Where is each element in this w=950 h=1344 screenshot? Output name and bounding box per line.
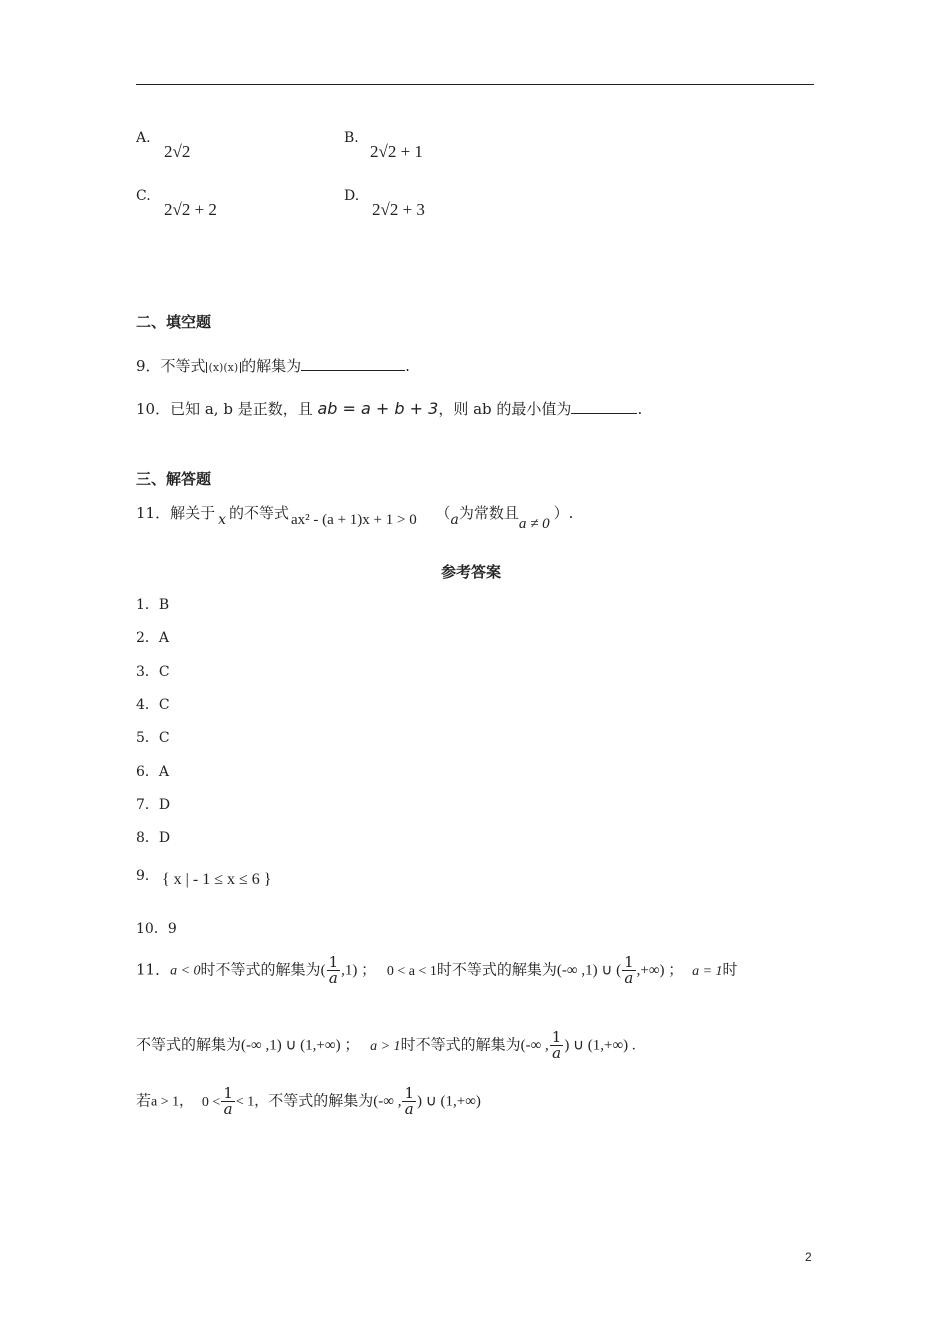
q11-end: ）. xyxy=(553,504,574,522)
a11-l2-set-1: (-∞ ,1) ∪ (1,+∞) ； xyxy=(241,1037,360,1054)
a11-l3-cond-1: a > 1， xyxy=(151,1094,194,1110)
answer-11-line-1 xyxy=(136,955,738,986)
answer-6: 6．A xyxy=(136,764,170,780)
q10-prefix: 10．已知 a, b 是正数，且 xyxy=(136,400,313,418)
option-d-label: D. xyxy=(344,188,360,204)
option-b-expr: 2√2 + 1 xyxy=(370,142,423,161)
option-a-label: A. xyxy=(136,130,151,146)
answer-8: 8．D xyxy=(136,830,171,846)
frac-den: a xyxy=(624,969,634,987)
question-9 xyxy=(136,355,410,376)
answer-9-label: 9． xyxy=(136,868,159,884)
a11-l3-cond-2b: < 1， xyxy=(235,1094,269,1110)
q11-mid: 的不等式 xyxy=(229,504,290,522)
q9-end: . xyxy=(405,357,410,375)
a11-prefix: 11． xyxy=(136,960,171,979)
a11-set-2b: ,+∞) ； xyxy=(636,962,684,979)
answer-11-line-3 xyxy=(136,1086,481,1117)
answer-1: 1．B xyxy=(136,597,170,613)
q9-prefix: 9．不等式 xyxy=(136,357,206,375)
a11-l3-frac-2 xyxy=(402,1086,416,1117)
a11-set-1a: ( xyxy=(320,962,326,979)
q10-expr: ab = a + b + 3 xyxy=(317,399,439,418)
a11-l2-frac xyxy=(550,1030,564,1061)
a11-text-2: 时不等式的解集为 xyxy=(436,960,557,979)
page-number: 2 xyxy=(805,1250,812,1264)
section-fill-blank-heading: 二、填空题 xyxy=(136,313,212,331)
answer-5: 5．C xyxy=(136,730,170,746)
option-d-expr: 2√2 + 3 xyxy=(372,200,425,219)
frac-den: a xyxy=(404,1100,414,1118)
a11-l3-cond-2a: 0 < xyxy=(201,1094,221,1110)
answer-4: 4．C xyxy=(136,697,170,713)
a11-set-1b: ,1) ； xyxy=(341,962,377,979)
answer-2: 2．A xyxy=(136,630,170,646)
a11-l3-text-1: 若 xyxy=(136,1091,152,1110)
a11-frac-1 xyxy=(327,955,341,986)
q11-var: x xyxy=(218,512,226,528)
option-b-label: B. xyxy=(344,130,359,146)
answer-11-line-2 xyxy=(136,1030,636,1061)
a11-l2-cond: a > 1 xyxy=(370,1038,401,1054)
a11-frac-2 xyxy=(622,955,636,986)
q11-a: a xyxy=(450,512,459,528)
frac-num: 1 xyxy=(624,953,634,971)
question-10 xyxy=(136,398,642,419)
answer-7: 7．D xyxy=(136,797,171,813)
frac-num: 1 xyxy=(551,1028,562,1046)
a11-text-3: 时 xyxy=(722,960,738,979)
q11-expr: ax² - (a + 1)x + 1 > 0 xyxy=(291,512,417,528)
answer-3: 3．C xyxy=(136,664,170,680)
a11-l3-frac-1 xyxy=(221,1086,235,1117)
a11-l3-set-b: ) ∪ (1,+∞) xyxy=(417,1093,481,1110)
q10-answer-blank xyxy=(571,399,637,414)
answer-9-expr: { x | - 1 ≤ x ≤ 6 } xyxy=(162,871,272,888)
a11-text-1: 时不等式的解集为 xyxy=(200,960,321,979)
q9-answer-blank xyxy=(301,356,405,371)
a11-cond-3: a = 1 xyxy=(692,963,723,979)
a11-l3-text-2: 不等式的解集为 xyxy=(268,1091,374,1110)
option-c-expr: 2√2 + 2 xyxy=(164,200,217,219)
a11-cond-2: 0 < a < 1 xyxy=(386,963,437,979)
a11-set-2a: (-∞ ,1) ∪ ( xyxy=(556,962,622,979)
section-solve-heading: 三、解答题 xyxy=(136,470,212,488)
a11-cond-1: a < 0 xyxy=(170,963,201,979)
frac-num: 1 xyxy=(328,953,339,971)
answer-10: 10．9 xyxy=(136,921,177,937)
option-c-label: C. xyxy=(136,188,151,204)
answers-title: 参考答案 xyxy=(441,563,502,581)
a11-l2-text-1: 不等式的解集为 xyxy=(136,1035,242,1054)
frac-den: a xyxy=(552,1044,562,1062)
a11-l2-set-2b: ) ∪ (1,+∞) . xyxy=(564,1037,636,1054)
q11-prefix: 11．解关于 xyxy=(136,504,216,522)
q9-suffix: 的解集为 xyxy=(241,357,302,375)
header-rule xyxy=(136,84,814,85)
q10-mid: ，则 ab 的最小值为 xyxy=(438,400,572,418)
frac-den: a xyxy=(223,1100,233,1118)
question-11 xyxy=(136,502,574,532)
frac-num: 1 xyxy=(223,1084,233,1102)
q11-paren-open: （ xyxy=(435,504,451,522)
q9-inequality-image: (x)(x) xyxy=(206,362,242,373)
q11-cond-text: 为常数且 xyxy=(458,504,519,522)
a11-l2-set-2a: (-∞ , xyxy=(520,1037,549,1054)
a11-l3-set-a: (-∞ , xyxy=(373,1093,402,1110)
frac-den: a xyxy=(328,969,338,987)
q10-end: . xyxy=(637,400,643,418)
option-a-expr: 2√2 xyxy=(164,142,191,161)
frac-num: 1 xyxy=(404,1084,415,1102)
q11-cond: a ≠ 0 xyxy=(518,516,550,532)
a11-l2-text-2: 时不等式的解集为 xyxy=(400,1035,521,1054)
